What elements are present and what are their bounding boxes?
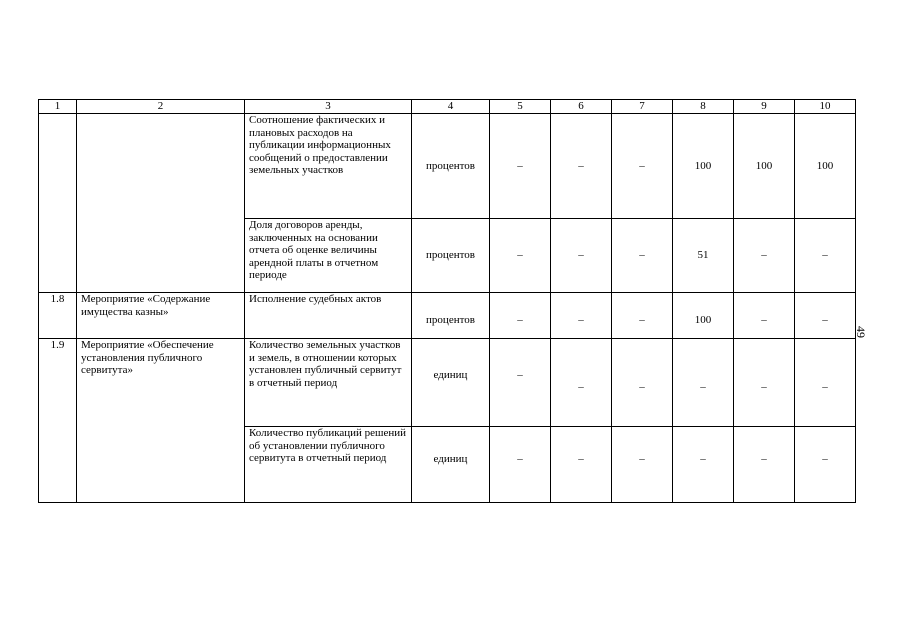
value-cell: –: [734, 293, 795, 339]
value-cell: –: [734, 219, 795, 293]
value-cell: 100: [673, 293, 734, 339]
header-cell: 6: [551, 100, 612, 114]
header-cell: 7: [612, 100, 673, 114]
table-row: [39, 293, 856, 339]
number-cell: 1.9: [39, 339, 77, 503]
value-cell: –: [490, 427, 551, 503]
indicator-cell: Исполнение судебных актов: [245, 293, 412, 339]
value-cell: –: [551, 114, 612, 219]
indicator-cell: Количество публикаций решений об установлении публичного сервитута в отчетный период: [245, 427, 412, 503]
indicator-cell: Доля договоров аренды, заключенных на основании отчета об оценке величины арендной платы в отчетном периоде: [245, 219, 412, 293]
value-cell: –: [795, 219, 856, 293]
value-cell: –: [612, 427, 673, 503]
header-cell: 8: [673, 100, 734, 114]
value-cell: –: [551, 219, 612, 293]
value-cell: –: [673, 427, 734, 503]
value-cell: 51: [673, 219, 734, 293]
table-header-row: [39, 100, 856, 114]
value-cell: –: [612, 293, 673, 339]
value-cell: –: [551, 427, 612, 503]
page-number: 49: [854, 326, 868, 338]
number-cell: [39, 114, 77, 293]
number-cell: 1.8: [39, 293, 77, 339]
header-cell: 4: [412, 100, 490, 114]
header-cell: 10: [795, 100, 856, 114]
unit-cell: единиц: [412, 427, 490, 503]
header-cell: 2: [77, 100, 245, 114]
header-cell: 1: [39, 100, 77, 114]
unit-cell: процентов: [412, 293, 490, 339]
indicators-table: [38, 99, 856, 503]
value-cell: 100: [795, 114, 856, 219]
value-cell: 100: [673, 114, 734, 219]
unit-cell: процентов: [412, 219, 490, 293]
value-cell: –: [490, 293, 551, 339]
value-cell: –: [795, 293, 856, 339]
value-cell: 100: [734, 114, 795, 219]
value-cell: –: [551, 339, 612, 427]
unit-cell: единиц: [412, 339, 490, 427]
indicator-cell: Количество земельных участков и земель, в отношении которых установлен публичный сервитут в отчетный период: [245, 339, 412, 427]
value-cell: –: [734, 427, 795, 503]
value-cell: –: [795, 427, 856, 503]
table-row: [39, 114, 856, 219]
value-cell: –: [612, 219, 673, 293]
value-cell: –: [490, 339, 551, 427]
value-cell: –: [612, 114, 673, 219]
table-row: [39, 339, 856, 427]
value-cell: –: [551, 293, 612, 339]
header-cell: 5: [490, 100, 551, 114]
value-cell: –: [673, 339, 734, 427]
activity-cell: Мероприятие «Обеспечение установления публичного сервитута»: [77, 339, 245, 503]
value-cell: –: [490, 114, 551, 219]
indicator-cell: Соотношение фактических и плановых расходов на публикации информационных сообщений о предоставлении земельных участков: [245, 114, 412, 219]
value-cell: –: [734, 339, 795, 427]
value-cell: –: [490, 219, 551, 293]
unit-cell: процентов: [412, 114, 490, 219]
activity-cell: Мероприятие «Содержание имущества казны»: [77, 293, 245, 339]
value-cell: –: [612, 339, 673, 427]
activity-cell: [77, 114, 245, 293]
value-cell: –: [795, 339, 856, 427]
header-cell: 9: [734, 100, 795, 114]
header-cell: 3: [245, 100, 412, 114]
